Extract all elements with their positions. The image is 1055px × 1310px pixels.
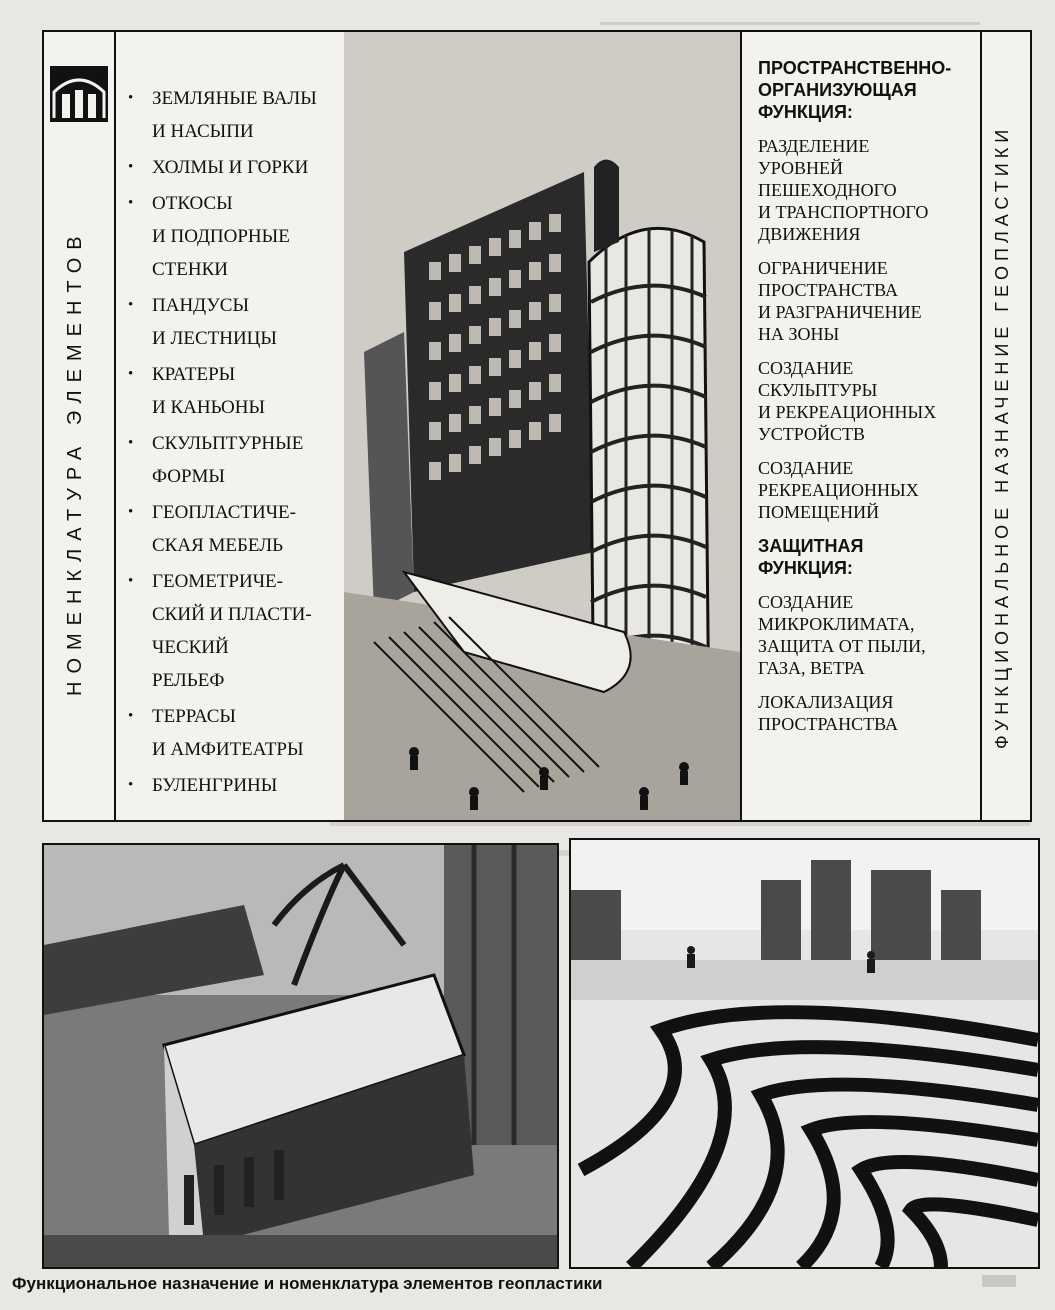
element-label: ПАНДУСЫ И ЛЕСТНИЦЫ — [152, 295, 277, 349]
function-heading: ПРОСТРАНСТВЕННО- ОРГАНИЗУЮЩАЯ ФУНКЦИЯ: — [758, 58, 952, 122]
element-label: КРАТЕРЫ И КАНЬОНЫ — [152, 364, 266, 418]
functions-list — [758, 57, 978, 747]
elements-list — [128, 82, 343, 805]
bullet-icon: • — [128, 195, 134, 211]
function-item: ОГРАНИЧЕНИЕ ПРОСТРАНСТВА И РАЗГРАНИЧЕНИЕ НА ЗОНЫ — [758, 258, 922, 344]
element-label: БУЛЕНГРИНЫ — [152, 775, 278, 796]
element-item — [128, 496, 343, 562]
element-item — [128, 769, 343, 802]
elements-list-column — [114, 32, 346, 820]
function-item: СОЗДАНИЕ МИКРОКЛИМАТА, ЗАЩИТА ОТ ПЫЛИ, ГАЗА, ВЕТРА — [758, 592, 926, 678]
bullet-icon: • — [128, 297, 134, 313]
function-item: ЛОКАЛИЗАЦИЯ ПРОСТРАНСТВА — [758, 692, 899, 734]
photo-sculptural-form — [42, 843, 559, 1269]
element-label: ХОЛМЫ И ГОРКИ — [152, 157, 309, 178]
photo-striped-relief — [569, 838, 1040, 1269]
functions-heading: ФУНКЦИОНАЛЬНОЕ НАЗНАЧЕНИЕ ГЕОПЛАСТИКИ — [992, 124, 1012, 750]
bullet-icon: • — [128, 573, 134, 589]
figure-caption: Функциональное назначение и номенклатура элементов геопластики — [12, 1274, 603, 1293]
nomenclature-heading: НОМЕНКЛАТУРА ЭЛЕМЕНТОВ — [64, 228, 86, 696]
element-item — [128, 700, 343, 766]
element-item — [128, 565, 343, 697]
element-label: ТЕРРАСЫ И АМФИТЕАТРЫ — [152, 706, 304, 760]
functions-column — [740, 32, 982, 820]
building-drawing — [344, 32, 742, 820]
bullet-icon: • — [128, 366, 134, 382]
bullet-icon: • — [128, 435, 134, 451]
element-label: ГЕОПЛАСТИЧЕ- СКАЯ МЕБЕЛЬ — [152, 502, 296, 556]
element-item — [128, 358, 343, 424]
element-item — [128, 427, 343, 493]
functions-heading-column — [980, 32, 1032, 820]
element-label: СКУЛЬПТУРНЫЕ ФОРМЫ — [152, 433, 304, 487]
element-label: ЗЕМЛЯНЫЕ ВАЛЫ И НАСЫПИ — [152, 88, 317, 142]
bullet-icon: • — [128, 708, 134, 724]
arch-logo-icon — [50, 66, 108, 122]
function-item: СОЗДАНИЕ РЕКРЕАЦИОННЫХ ПОМЕЩЕНИЙ — [758, 458, 919, 522]
bullet-icon: • — [128, 504, 134, 520]
bullet-icon: • — [128, 159, 134, 175]
nomenclature-table — [42, 30, 1032, 822]
bullet-icon: • — [128, 777, 134, 793]
element-label: ОТКОСЫ И ПОДПОРНЫЕ СТЕНКИ — [152, 193, 290, 280]
function-item: СОЗДАНИЕ СКУЛЬПТУРЫ И РЕКРЕАЦИОННЫХ УСТРОЙСТВ — [758, 358, 937, 444]
function-heading: ЗАЩИТНАЯ ФУНКЦИЯ: — [758, 536, 864, 578]
element-item — [128, 151, 343, 184]
element-label: ГЕОМЕТРИЧЕ- СКИЙ И ПЛАСТИ- ЧЕСКИЙ РЕЛЬЕФ — [152, 571, 312, 691]
nomenclature-column — [44, 32, 116, 820]
bleed-through-page-mark — [980, 1267, 1020, 1300]
element-item — [128, 82, 343, 148]
bullet-icon: • — [128, 90, 134, 106]
element-item — [128, 289, 343, 355]
function-item: РАЗДЕЛЕНИЕ УРОВНЕЙ ПЕШЕХОДНОГО И ТРАНСПОРТНОГО ДВИЖЕНИЯ — [758, 136, 929, 244]
element-item — [128, 187, 343, 286]
